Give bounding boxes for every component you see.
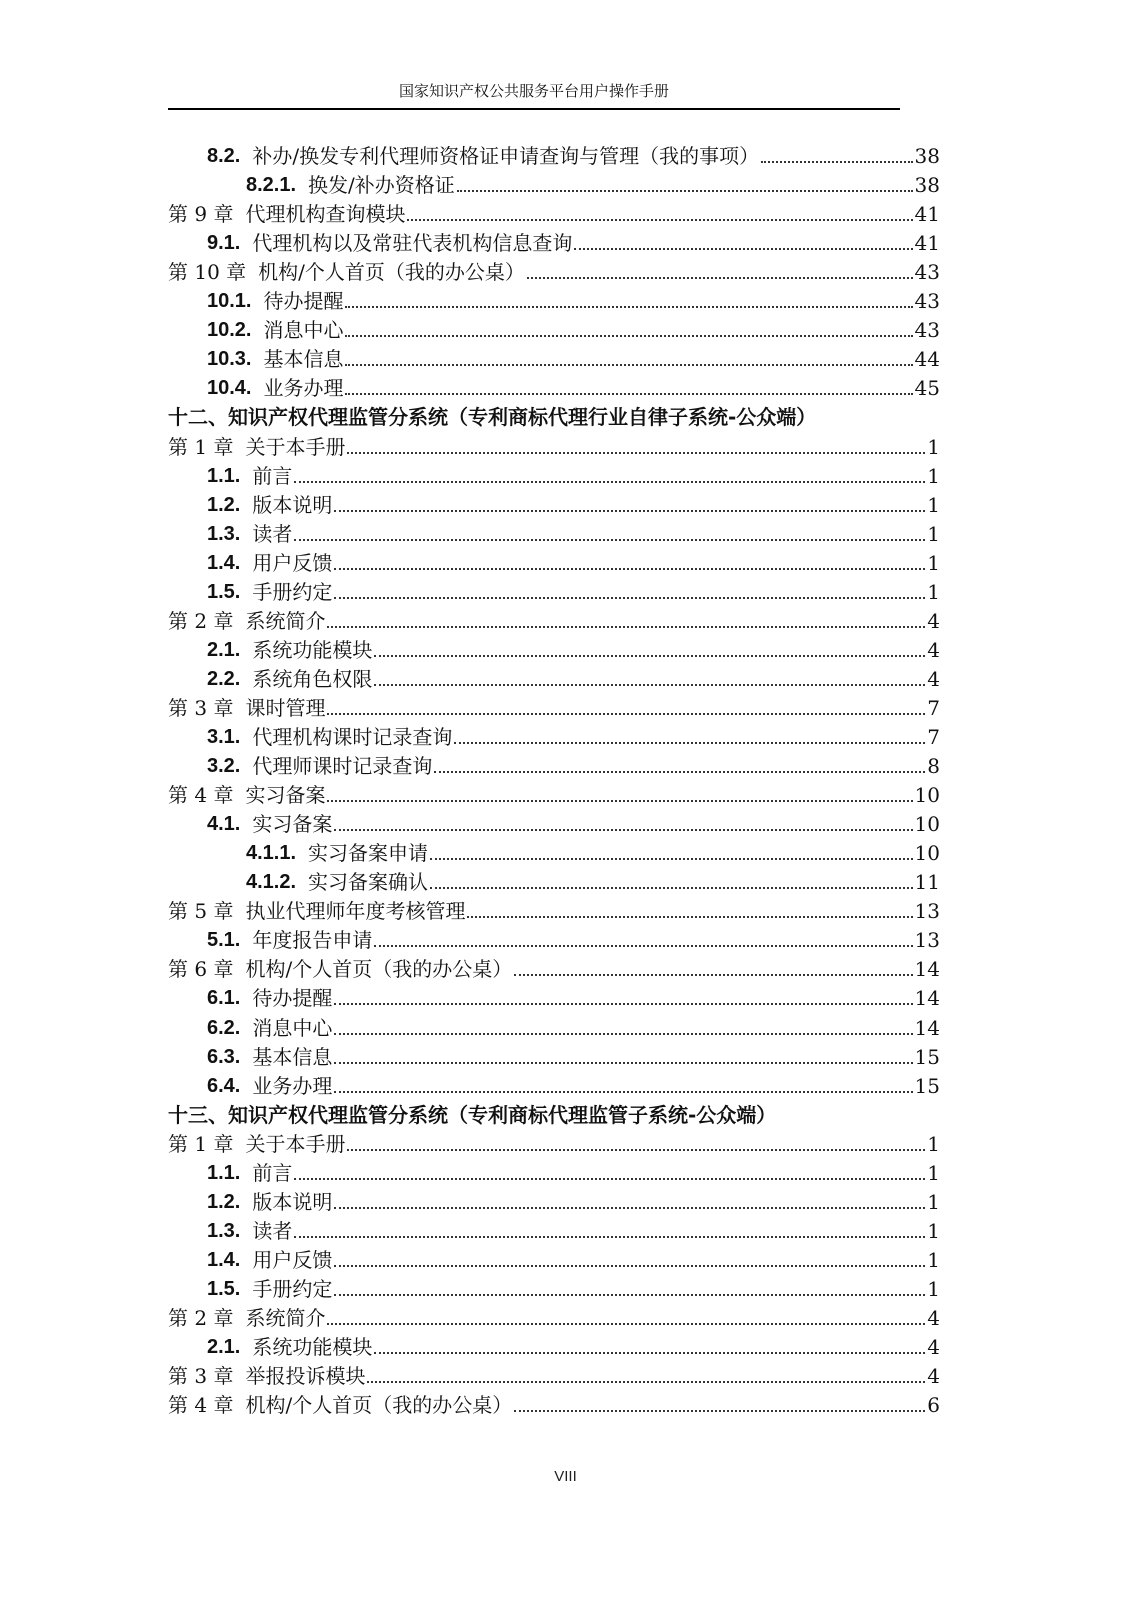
toc-leader-dots [327,799,912,802]
toc-page-number: 7 [927,695,940,720]
toc-entry-number: 5.1. [207,929,241,952]
toc-entry-number: 3.2. [207,755,241,778]
toc-entry-number: 8.2. [207,145,241,167]
toc-leader-dots [434,770,925,773]
toc-leader-dots [334,509,925,512]
toc-entry[interactable] [207,517,940,547]
toc-leader-dots [347,1148,925,1151]
toc-entry-title: 代理师课时记录查询 [252,754,433,779]
toc-entry[interactable] [207,720,940,750]
toc-page-number: 1 [927,1247,940,1272]
toc-entry[interactable] [207,1243,940,1273]
toc-entry-title: 补办/换发专利代理师资格证申请查询与管理（我的事项） [252,144,760,168]
toc-entry-number: 6.2. [207,1016,241,1039]
toc-leader-dots [334,1293,925,1296]
toc-entry-title: 消息中心 [252,1015,333,1040]
toc-entry-title: 举报投诉模块 [245,1364,366,1389]
toc-page-number: 43 [914,260,940,285]
toc-entry-title: 用户反馈 [252,550,333,575]
toc-entry[interactable] [168,197,940,227]
toc-entry-title: 执业代理师年度考核管理 [245,899,466,924]
toc-leader-dots [457,189,913,192]
toc-page-number: 1 [927,1218,940,1243]
toc-entry[interactable] [168,1359,940,1389]
toc-entry[interactable] [168,778,940,808]
toc-entry-title: 读者 [252,521,293,546]
toc-entry[interactable] [207,1011,940,1041]
toc-page-number: 1 [927,550,940,575]
toc-page-number: 4 [927,1364,940,1389]
toc-leader-dots [345,305,912,308]
toc-entry[interactable] [207,923,940,953]
toc-page-number: 1 [927,521,940,546]
toc-section-heading[interactable] [168,1098,900,1128]
toc-entry-title: 十二、知识产权代理监管分系统（专利商标代理行业自律子系统-公众端） [168,405,817,430]
toc-entry[interactable] [207,981,940,1011]
toc-entry-number: 8.2.1. [246,174,297,197]
toc-entry-number: 第 3 章 [168,695,234,720]
toc-entry-number: 2.2. [207,667,241,690]
toc-entry-title: 手册约定 [252,579,333,604]
toc-entry-number: 10.2. [207,319,252,342]
toc-leader-dots [374,944,912,947]
toc-entry[interactable] [207,459,940,489]
toc-entry[interactable] [207,633,940,663]
toc-entry-title: 基本信息 [263,347,344,372]
toc-entry-title: 待办提醒 [263,289,344,314]
toc-page-number: 11 [914,870,940,895]
toc-page-number: 4 [927,666,940,691]
toc-entry-title: 业务办理 [252,1073,333,1098]
toc-page-number: 1 [927,1131,940,1156]
toc-page-number: 1 [927,434,940,459]
toc-entry[interactable] [168,1388,940,1418]
toc-entry-title: 机构/个人首页（我的办公桌） [258,260,525,285]
toc-entry-number: 1.4. [207,1248,241,1271]
toc-leader-dots [430,886,913,889]
toc-entry-title: 系统简介 [245,608,326,633]
toc-leader-dots [334,596,925,599]
toc-entry[interactable] [207,488,940,518]
toc-leader-dots [334,567,925,570]
toc-entry-title: 业务办理 [263,376,344,401]
toc-entry-number: 2.1. [207,1336,241,1359]
toc-entry-number: 第 6 章 [168,957,234,982]
toc-entry-title: 机构/个人首页（我的办公桌） [245,957,513,982]
toc-entry-number: 第 1 章 [168,434,234,459]
toc-entry[interactable] [168,894,940,924]
toc-page-number: 14 [914,986,940,1011]
running-header: 国家知识产权公共服务平台用户操作手册 [168,74,900,110]
toc-entry-title: 系统功能模块 [252,1335,373,1360]
toc-entry-number: 10.1. [207,290,252,313]
toc-leader-dots [334,1032,912,1035]
toc-entry-number: 6.3. [207,1045,241,1068]
toc-page-number: 15 [914,1073,940,1098]
toc-entry-number: 4.1. [207,813,241,836]
toc-entry-title: 换发/补办资格证 [308,173,455,198]
toc-leader-dots [527,276,913,279]
toc-entry[interactable] [168,1127,940,1157]
toc-entry-number: 10.4. [207,377,252,400]
toc-entry[interactable] [207,1185,940,1215]
toc-entry-title: 版本说明 [252,1189,333,1214]
toc-entry-number: 第 1 章 [168,1131,234,1156]
toc-entry-title: 机构/个人首页（我的办公桌） [245,1393,513,1418]
toc-entry[interactable] [168,691,940,721]
toc-entry-number: 第 3 章 [168,1364,234,1389]
toc-entry[interactable] [207,284,940,314]
toc-page-number: 10 [914,783,940,808]
toc-leader-dots [345,334,912,337]
toc-leader-dots [407,218,912,221]
toc-entry-number: 2.1. [207,638,241,661]
toc-entry-number: 第 10 章 [168,260,247,285]
toc-entry-title: 代理机构以及常驻代表机构信息查询 [252,231,573,256]
toc-entry-title: 系统简介 [245,1306,326,1330]
toc-entry[interactable] [207,371,940,401]
toc-entry[interactable] [207,1330,940,1360]
toc-page-number: 41 [914,231,940,256]
toc-entry[interactable] [168,604,940,634]
toc-page-number: 4 [927,1335,940,1360]
toc-entry-title: 关于本手册 [245,1131,346,1156]
toc-entry[interactable] [207,226,940,256]
toc-entry-title: 待办提醒 [252,986,333,1011]
toc-entry-title: 消息中心 [263,318,344,343]
toc-entry-title: 实习备案 [245,783,326,808]
toc-entry-title: 版本说明 [252,492,333,517]
toc-leader-dots [374,683,925,686]
toc-entry-number: 1.3. [207,522,241,545]
toc-entry[interactable] [207,1214,940,1244]
toc-entry[interactable] [207,1069,940,1099]
toc-entry[interactable] [207,1156,940,1186]
toc-page-number: 15 [914,1044,940,1069]
toc-entry-number: 1.2. [207,1190,241,1213]
toc-entry-title: 课时管理 [245,695,326,720]
toc-page-number: 10 [914,812,940,837]
toc-entry-title: 关于本手册 [245,434,346,459]
toc-leader-dots [294,1235,925,1238]
toc-entry-number: 6.4. [207,1074,241,1097]
toc-entry[interactable] [246,168,940,198]
toc-entry-number: 第 2 章 [168,608,234,633]
toc-entry[interactable] [207,1040,940,1070]
toc-entry[interactable] [168,952,940,982]
toc-entry-title: 系统角色权限 [252,666,373,691]
toc-page-number: 13 [914,899,940,924]
toc-leader-dots [347,451,925,454]
toc-section-heading[interactable] [168,400,900,430]
toc-leader-dots [454,741,925,744]
toc-entry[interactable] [246,836,940,866]
toc-page-number: 1 [927,1189,940,1214]
toc-entry[interactable] [207,1272,940,1302]
toc-page-number: 38 [914,144,940,168]
toc-entry[interactable] [207,662,940,692]
toc-entry-number: 第 2 章 [168,1306,234,1330]
toc-entry[interactable] [207,749,940,779]
toc-entry-title: 前言 [252,463,293,488]
toc-entry-number: 1.4. [207,551,241,574]
toc-entry-number: 第 9 章 [168,202,234,227]
toc-entry-title: 代理机构查询模块 [245,202,406,227]
toc-leader-dots [327,1322,925,1325]
toc-page-number: 14 [914,1015,940,1040]
toc-page-number: 6 [927,1393,940,1418]
toc-entry-number: 1.1. [207,464,241,487]
toc-page-number: 44 [914,347,940,372]
toc-entry[interactable] [207,546,940,576]
toc-leader-dots [514,973,912,976]
toc-page-number: 1 [927,579,940,604]
toc-entry-number: 4.1.2. [246,871,297,894]
toc-leader-dots [334,1090,912,1093]
toc-entry-number: 第 5 章 [168,899,234,924]
toc-leader-dots [327,712,925,715]
toc-page-number: 1 [927,1160,940,1185]
toc-entry-number: 1.5. [207,580,241,603]
page-number: VIII [554,1468,577,1485]
toc-page-number: 45 [914,376,940,401]
toc-leader-dots [294,480,925,483]
toc-page-number: 1 [927,1276,940,1301]
toc-page-number: 7 [927,725,940,749]
toc-leader-dots [334,828,912,831]
toc-entry[interactable] [207,313,940,343]
toc-page-number: 13 [914,928,940,953]
toc-leader-dots [367,1380,925,1383]
toc-entry-number: 4.1.1. [246,842,297,865]
toc-page-number: 4 [927,637,940,662]
toc-leader-dots [334,1206,925,1209]
toc-page-number: 4 [927,608,940,633]
toc-leader-dots [345,363,912,366]
toc-page-number: 14 [914,957,940,982]
toc-entry-number: 6.1. [207,987,241,1010]
toc-leader-dots [374,654,925,657]
toc-page-number: 8 [927,754,940,779]
toc-entry-number: 1.5. [207,1277,241,1300]
toc-leader-dots [374,1351,925,1354]
toc-entry[interactable] [168,1301,940,1331]
toc-entry-number: 第 4 章 [168,783,234,808]
toc-entry[interactable] [207,575,940,605]
toc-leader-dots [345,392,912,395]
toc-leader-dots [334,1002,912,1005]
toc-entry[interactable] [207,139,940,169]
toc-entry-title: 十三、知识产权代理监管分系统（专利商标代理监管子系统-公众端） [168,1102,777,1127]
toc-leader-dots [327,625,925,628]
toc-entry-number: 1.2. [207,493,241,516]
toc-entry-number: 10.3. [207,348,252,371]
toc-entry-title: 系统功能模块 [252,637,373,662]
toc-leader-dots [514,1409,925,1412]
toc-page-number: 1 [927,492,940,517]
toc-entry[interactable] [168,255,940,285]
toc-entry-title: 基本信息 [252,1044,333,1069]
toc-leader-dots [574,247,912,250]
toc-entry-number: 1.1. [207,1161,241,1184]
toc-entry-title: 前言 [252,1160,293,1185]
toc-leader-dots [294,538,925,541]
toc-entry[interactable] [207,342,940,372]
toc-page-number: 1 [927,463,940,488]
toc-entry-title: 实习备案申请 [308,841,429,866]
toc-page-number: 43 [914,318,940,343]
toc-entry-title: 年度报告申请 [252,928,373,953]
toc-entry[interactable] [207,807,940,837]
toc-leader-dots [761,160,912,163]
toc-leader-dots [334,1061,912,1064]
toc-entry-number: 9.1. [207,232,241,255]
toc-leader-dots [294,1177,925,1180]
toc-leader-dots [430,857,913,860]
toc-page-number: 38 [914,173,940,198]
toc-leader-dots [334,1264,925,1267]
toc-entry-title: 用户反馈 [252,1247,333,1272]
toc-entry-number: 3.1. [207,726,241,748]
toc-entry-title: 实习备案 [252,812,333,837]
toc-page-number: 43 [914,289,940,314]
toc-entry[interactable] [168,430,940,460]
toc-entry-number: 第 4 章 [168,1393,234,1418]
toc-entry[interactable] [246,865,940,895]
toc-entry-title: 实习备案确认 [308,870,429,895]
toc-page-number: 10 [914,841,940,866]
toc-leader-dots [467,915,912,918]
toc-entry-number: 1.3. [207,1219,241,1242]
toc-page-number: 41 [914,202,940,227]
toc-entry-title: 手册约定 [252,1276,333,1301]
toc-page-number: 4 [927,1306,940,1330]
toc-entry-title: 代理机构课时记录查询 [252,725,453,749]
toc-entry-title: 读者 [252,1218,293,1243]
